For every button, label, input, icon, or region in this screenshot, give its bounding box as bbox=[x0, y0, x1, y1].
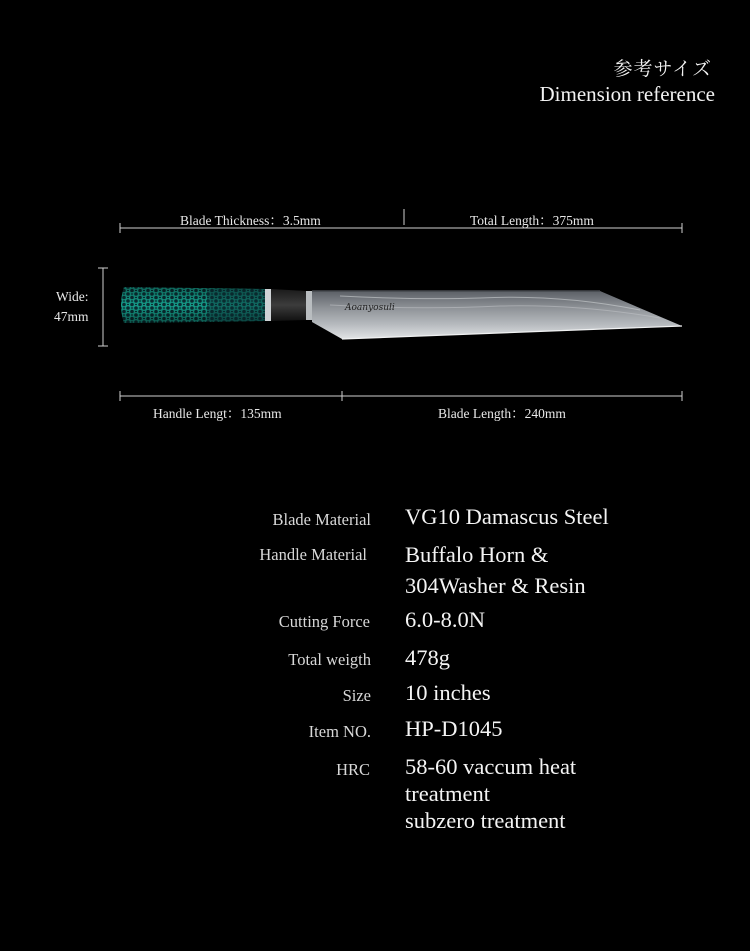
knife-handle bbox=[121, 287, 265, 323]
spec-value-line: 304Washer & Resin bbox=[405, 573, 586, 598]
blade-thickness-label: Blade Thickness：3.5mm bbox=[180, 213, 321, 228]
spec-value-line: 58-60 vaccum heat bbox=[405, 754, 577, 779]
knife-washer bbox=[265, 289, 271, 321]
spec-label-size: Size bbox=[342, 686, 371, 705]
knife-blade bbox=[312, 291, 682, 339]
header-title-jp: 参考サイズ bbox=[613, 58, 712, 80]
spec-label-blade-material: Blade Material bbox=[272, 510, 371, 529]
spec-label-handle-material: Handle Material bbox=[259, 545, 367, 564]
spec-value-size bbox=[405, 679, 491, 706]
spec-value-line: HP-D1045 bbox=[405, 716, 503, 741]
total-length-label: Total Length：375mm bbox=[470, 213, 594, 228]
spec-value-blade-material bbox=[405, 503, 609, 530]
wide-value: 47mm bbox=[54, 309, 89, 324]
spec-label-hrc: HRC bbox=[336, 760, 370, 779]
blade-length-label: Blade Length：240mm bbox=[438, 406, 566, 421]
spec-label-cutting-force: Cutting Force bbox=[278, 612, 370, 631]
spec-value-cutting-force bbox=[405, 606, 485, 633]
spec-value-handle-material bbox=[405, 539, 586, 601]
spec-value-line: VG10 Damascus Steel bbox=[405, 504, 609, 529]
knife-bolster-ring bbox=[306, 291, 312, 320]
spec-value-total-weight bbox=[405, 644, 450, 671]
spec-value-item-no bbox=[405, 715, 503, 742]
spec-label-item-no: Item NO. bbox=[308, 722, 371, 741]
blade-engraving: Aoanyosuli bbox=[345, 303, 395, 313]
spec-value-line: treatment bbox=[405, 781, 490, 806]
wide-label: Wide: bbox=[56, 289, 89, 304]
spec-value-line: Buffalo Horn & bbox=[405, 542, 549, 567]
header-title-en: Dimension reference bbox=[539, 82, 715, 106]
spec-value-line: 10 inches bbox=[405, 680, 491, 705]
spec-value-line: 6.0-8.0N bbox=[405, 607, 485, 632]
spec-value-line: 478g bbox=[405, 645, 450, 670]
wide-dimension-line bbox=[98, 268, 108, 346]
spec-value-line: subzero treatment bbox=[405, 808, 566, 833]
spec-label-total-weight: Total weigth bbox=[288, 650, 371, 669]
spec-value-hrc bbox=[405, 753, 576, 834]
handle-length-label: Handle Lengt：135mm bbox=[153, 406, 282, 421]
bottom-dimension-line bbox=[120, 391, 682, 401]
